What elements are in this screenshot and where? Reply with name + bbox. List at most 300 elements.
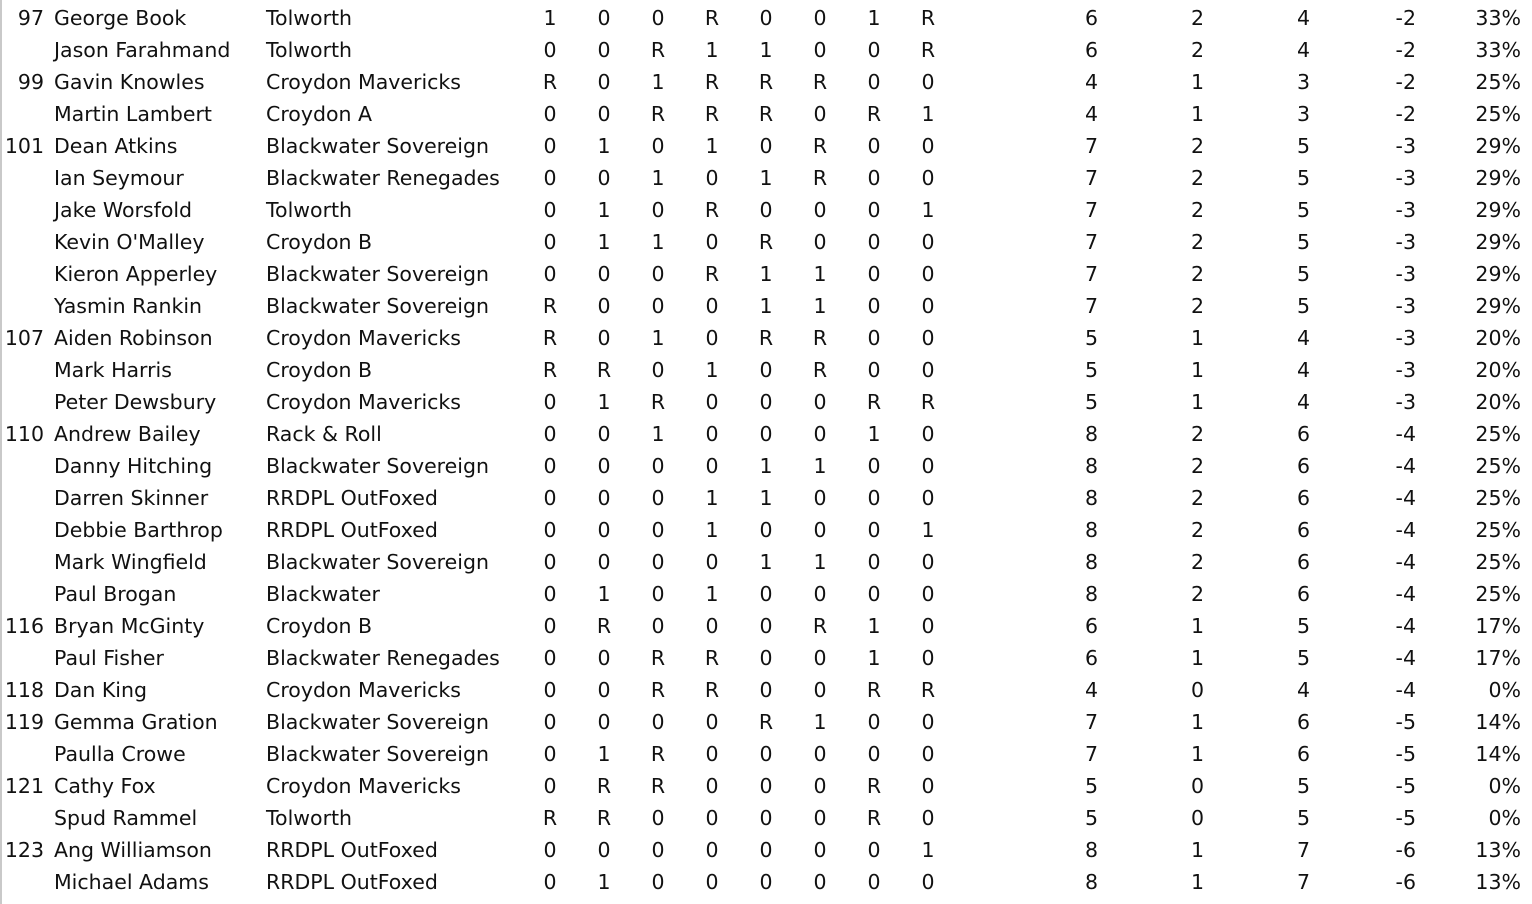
frame-result-cell[interactable]: R xyxy=(920,6,936,30)
difference-cell[interactable]: -6 xyxy=(1395,838,1416,862)
played-cell[interactable]: 7 xyxy=(1084,166,1098,190)
frame-result-cell[interactable]: 0 xyxy=(867,582,881,606)
player-name-cell[interactable]: Gavin Knowles xyxy=(54,70,205,94)
lost-cell[interactable]: 6 xyxy=(1296,550,1310,574)
frame-result-cell[interactable]: R xyxy=(650,38,666,62)
frame-result-cell[interactable]: 1 xyxy=(597,198,611,222)
frame-result-cell[interactable]: 0 xyxy=(867,710,881,734)
frame-result-cell[interactable]: 0 xyxy=(597,454,611,478)
win-percentage-cell[interactable]: 17% xyxy=(1475,614,1521,638)
player-name-cell[interactable]: Yasmin Rankin xyxy=(54,294,203,318)
player-name-cell[interactable]: Paul Fisher xyxy=(54,646,164,670)
frame-result-cell[interactable]: R xyxy=(650,742,666,766)
frame-result-cell[interactable]: 0 xyxy=(597,422,611,446)
frame-result-cell[interactable]: 0 xyxy=(543,102,557,126)
frame-result-cell[interactable]: 1 xyxy=(759,38,773,62)
win-percentage-cell[interactable]: 0% xyxy=(1488,678,1521,702)
frame-result-cell[interactable]: 0 xyxy=(597,70,611,94)
frame-result-cell[interactable]: 0 xyxy=(597,102,611,126)
team-cell[interactable]: Blackwater Sovereign xyxy=(266,134,489,158)
frame-result-cell[interactable]: 0 xyxy=(867,230,881,254)
frame-result-cell[interactable]: R xyxy=(596,774,612,798)
rank-cell[interactable] xyxy=(2,258,44,290)
win-percentage-cell[interactable]: 20% xyxy=(1475,390,1521,414)
frame-result-cell[interactable]: 0 xyxy=(921,422,935,446)
frame-result-cell[interactable]: R xyxy=(812,358,828,382)
played-cell[interactable]: 5 xyxy=(1084,390,1098,414)
frame-result-cell[interactable]: 0 xyxy=(813,6,827,30)
frame-result-cell[interactable]: 0 xyxy=(921,358,935,382)
team-cell[interactable]: Blackwater Sovereign xyxy=(266,550,489,574)
team-cell[interactable]: RRDPL OutFoxed xyxy=(266,838,438,862)
player-name-cell[interactable]: Dan King xyxy=(54,678,148,702)
frame-result-cell[interactable]: 0 xyxy=(759,198,773,222)
played-cell[interactable]: 8 xyxy=(1084,422,1098,446)
player-name-cell[interactable]: Darren Skinner xyxy=(54,486,209,510)
difference-cell[interactable]: -6 xyxy=(1395,870,1416,894)
frame-result-cell[interactable]: 1 xyxy=(597,134,611,158)
frame-result-cell[interactable]: 0 xyxy=(759,806,773,830)
won-cell[interactable]: 2 xyxy=(1190,198,1204,222)
frame-result-cell[interactable]: 0 xyxy=(597,6,611,30)
player-name-cell[interactable]: Martin Lambert xyxy=(54,102,212,126)
frame-result-cell[interactable]: 0 xyxy=(813,870,827,894)
won-cell[interactable]: 1 xyxy=(1190,710,1204,734)
frame-result-cell[interactable]: 1 xyxy=(651,422,665,446)
frame-result-cell[interactable]: 1 xyxy=(705,134,719,158)
difference-cell[interactable]: -4 xyxy=(1395,582,1416,606)
frame-result-cell[interactable]: 0 xyxy=(543,38,557,62)
frame-result-cell[interactable]: 0 xyxy=(651,870,665,894)
frame-result-cell[interactable]: 1 xyxy=(921,102,935,126)
lost-cell[interactable]: 5 xyxy=(1296,262,1310,286)
rank-cell[interactable] xyxy=(2,482,44,514)
team-cell[interactable]: Croydon B xyxy=(266,358,373,382)
team-cell[interactable]: Blackwater Renegades xyxy=(266,166,500,190)
frame-result-cell[interactable]: 0 xyxy=(867,454,881,478)
frame-result-cell[interactable]: 0 xyxy=(705,774,719,798)
rank-cell[interactable] xyxy=(2,450,44,482)
rank-cell[interactable] xyxy=(2,194,44,226)
frame-result-cell[interactable]: 0 xyxy=(921,550,935,574)
win-percentage-cell[interactable]: 29% xyxy=(1475,294,1521,318)
won-cell[interactable]: 1 xyxy=(1190,70,1204,94)
played-cell[interactable]: 6 xyxy=(1084,614,1098,638)
frame-result-cell[interactable]: 0 xyxy=(705,390,719,414)
frame-result-cell[interactable]: 0 xyxy=(651,198,665,222)
team-cell[interactable]: Croydon Mavericks xyxy=(266,390,461,414)
frame-result-cell[interactable]: 0 xyxy=(543,134,557,158)
frame-result-cell[interactable]: 0 xyxy=(705,870,719,894)
frame-result-cell[interactable]: 1 xyxy=(705,518,719,542)
frame-result-cell[interactable]: 1 xyxy=(813,454,827,478)
frame-result-cell[interactable]: 0 xyxy=(651,582,665,606)
frame-result-cell[interactable]: 0 xyxy=(543,262,557,286)
lost-cell[interactable]: 5 xyxy=(1296,134,1310,158)
frame-result-cell[interactable]: 0 xyxy=(651,262,665,286)
frame-result-cell[interactable]: 0 xyxy=(867,262,881,286)
rank-cell[interactable]: 121 xyxy=(4,774,44,798)
won-cell[interactable]: 1 xyxy=(1190,870,1204,894)
difference-cell[interactable]: -5 xyxy=(1395,742,1416,766)
frame-result-cell[interactable]: 0 xyxy=(651,454,665,478)
rank-cell[interactable]: 123 xyxy=(4,838,44,862)
frame-result-cell[interactable]: 0 xyxy=(651,6,665,30)
team-cell[interactable]: Tolworth xyxy=(266,198,353,222)
won-cell[interactable]: 2 xyxy=(1190,294,1204,318)
frame-result-cell[interactable]: 0 xyxy=(867,870,881,894)
played-cell[interactable]: 6 xyxy=(1084,38,1098,62)
player-name-cell[interactable]: Danny Hitching xyxy=(54,454,213,478)
win-percentage-cell[interactable]: 33% xyxy=(1475,6,1521,30)
frame-result-cell[interactable]: 0 xyxy=(543,582,557,606)
played-cell[interactable]: 8 xyxy=(1084,550,1098,574)
won-cell[interactable]: 2 xyxy=(1190,550,1204,574)
frame-result-cell[interactable]: 0 xyxy=(705,614,719,638)
played-cell[interactable]: 8 xyxy=(1084,582,1098,606)
team-cell[interactable]: Tolworth xyxy=(266,38,353,62)
rank-cell[interactable] xyxy=(2,546,44,578)
frame-result-cell[interactable]: 0 xyxy=(759,134,773,158)
lost-cell[interactable]: 5 xyxy=(1296,166,1310,190)
frame-result-cell[interactable]: 0 xyxy=(597,646,611,670)
win-percentage-cell[interactable]: 29% xyxy=(1475,262,1521,286)
difference-cell[interactable]: -4 xyxy=(1395,486,1416,510)
lost-cell[interactable]: 4 xyxy=(1296,358,1310,382)
rank-cell[interactable] xyxy=(2,34,44,66)
frame-result-cell[interactable]: 0 xyxy=(813,422,827,446)
difference-cell[interactable]: -5 xyxy=(1395,710,1416,734)
frame-result-cell[interactable]: R xyxy=(542,326,558,350)
player-name-cell[interactable]: Kevin O'Malley xyxy=(54,230,205,254)
frame-result-cell[interactable]: 0 xyxy=(921,454,935,478)
rank-cell[interactable] xyxy=(2,386,44,418)
frame-result-cell[interactable]: 0 xyxy=(867,294,881,318)
frame-result-cell[interactable]: 1 xyxy=(813,262,827,286)
won-cell[interactable]: 2 xyxy=(1190,486,1204,510)
frame-result-cell[interactable]: 0 xyxy=(921,646,935,670)
frame-result-cell[interactable]: 0 xyxy=(813,838,827,862)
rank-cell[interactable]: 99 xyxy=(17,70,44,94)
frame-result-cell[interactable]: 0 xyxy=(597,518,611,542)
frame-result-cell[interactable]: 0 xyxy=(759,358,773,382)
frame-result-cell[interactable]: 1 xyxy=(597,230,611,254)
played-cell[interactable]: 7 xyxy=(1084,230,1098,254)
frame-result-cell[interactable]: 1 xyxy=(651,326,665,350)
team-cell[interactable]: Croydon Mavericks xyxy=(266,678,461,702)
frame-result-cell[interactable]: 0 xyxy=(543,742,557,766)
frame-result-cell[interactable]: 0 xyxy=(543,838,557,862)
win-percentage-cell[interactable]: 14% xyxy=(1475,710,1521,734)
win-percentage-cell[interactable]: 20% xyxy=(1475,326,1521,350)
frame-result-cell[interactable]: 0 xyxy=(759,422,773,446)
frame-result-cell[interactable]: 0 xyxy=(921,614,935,638)
frame-result-cell[interactable]: 1 xyxy=(597,870,611,894)
difference-cell[interactable]: -4 xyxy=(1395,518,1416,542)
team-cell[interactable]: Croydon A xyxy=(266,102,373,126)
frame-result-cell[interactable]: 0 xyxy=(813,230,827,254)
played-cell[interactable]: 7 xyxy=(1084,710,1098,734)
frame-result-cell[interactable]: 0 xyxy=(759,774,773,798)
frame-result-cell[interactable]: 0 xyxy=(651,550,665,574)
won-cell[interactable]: 0 xyxy=(1190,678,1204,702)
rank-cell[interactable] xyxy=(2,578,44,610)
win-percentage-cell[interactable]: 29% xyxy=(1475,134,1521,158)
team-cell[interactable]: Blackwater xyxy=(266,582,380,606)
frame-result-cell[interactable]: R xyxy=(704,102,720,126)
difference-cell[interactable]: -3 xyxy=(1395,326,1416,350)
team-cell[interactable]: Blackwater Sovereign xyxy=(266,710,489,734)
player-name-cell[interactable]: Peter Dewsbury xyxy=(54,390,217,414)
frame-result-cell[interactable]: 0 xyxy=(813,518,827,542)
won-cell[interactable]: 1 xyxy=(1190,390,1204,414)
frame-result-cell[interactable]: R xyxy=(812,70,828,94)
difference-cell[interactable]: -4 xyxy=(1395,454,1416,478)
win-percentage-cell[interactable]: 29% xyxy=(1475,166,1521,190)
player-name-cell[interactable]: George Book xyxy=(54,6,187,30)
frame-result-cell[interactable]: 0 xyxy=(921,742,935,766)
played-cell[interactable]: 7 xyxy=(1084,262,1098,286)
won-cell[interactable]: 2 xyxy=(1190,262,1204,286)
win-percentage-cell[interactable]: 33% xyxy=(1475,38,1521,62)
frame-result-cell[interactable]: R xyxy=(704,198,720,222)
lost-cell[interactable]: 6 xyxy=(1296,710,1310,734)
played-cell[interactable]: 7 xyxy=(1084,198,1098,222)
played-cell[interactable]: 5 xyxy=(1084,358,1098,382)
player-name-cell[interactable]: Ang Williamson xyxy=(54,838,212,862)
played-cell[interactable]: 8 xyxy=(1084,838,1098,862)
won-cell[interactable]: 1 xyxy=(1190,742,1204,766)
frame-result-cell[interactable]: 0 xyxy=(759,646,773,670)
win-percentage-cell[interactable]: 25% xyxy=(1475,70,1521,94)
rank-cell[interactable] xyxy=(2,162,44,194)
win-percentage-cell[interactable]: 29% xyxy=(1475,230,1521,254)
frame-result-cell[interactable]: R xyxy=(704,70,720,94)
frame-result-cell[interactable]: 0 xyxy=(651,486,665,510)
player-name-cell[interactable]: Michael Adams xyxy=(54,870,209,894)
frame-result-cell[interactable]: 0 xyxy=(705,422,719,446)
rank-cell[interactable]: 97 xyxy=(17,6,44,30)
frame-result-cell[interactable]: R xyxy=(758,710,774,734)
frame-result-cell[interactable]: 0 xyxy=(597,294,611,318)
frame-result-cell[interactable]: 1 xyxy=(597,582,611,606)
frame-result-cell[interactable]: 0 xyxy=(597,710,611,734)
played-cell[interactable]: 8 xyxy=(1084,454,1098,478)
difference-cell[interactable]: -3 xyxy=(1395,230,1416,254)
frame-result-cell[interactable]: 1 xyxy=(759,454,773,478)
frame-result-cell[interactable]: 0 xyxy=(813,806,827,830)
frame-result-cell[interactable]: R xyxy=(650,646,666,670)
won-cell[interactable]: 2 xyxy=(1190,422,1204,446)
frame-result-cell[interactable]: 0 xyxy=(921,774,935,798)
frame-result-cell[interactable]: 0 xyxy=(813,742,827,766)
won-cell[interactable]: 0 xyxy=(1190,774,1204,798)
frame-result-cell[interactable]: R xyxy=(920,38,936,62)
frame-result-cell[interactable]: 0 xyxy=(543,422,557,446)
played-cell[interactable]: 4 xyxy=(1084,70,1098,94)
lost-cell[interactable]: 3 xyxy=(1296,70,1310,94)
frame-result-cell[interactable]: 0 xyxy=(705,742,719,766)
rank-cell[interactable] xyxy=(2,866,44,898)
frame-result-cell[interactable]: R xyxy=(596,614,612,638)
lost-cell[interactable]: 5 xyxy=(1296,774,1310,798)
win-percentage-cell[interactable]: 20% xyxy=(1475,358,1521,382)
frame-result-cell[interactable]: 0 xyxy=(867,70,881,94)
team-cell[interactable]: Blackwater Sovereign xyxy=(266,454,489,478)
rank-cell[interactable]: 110 xyxy=(4,422,44,446)
difference-cell[interactable]: -2 xyxy=(1395,6,1416,30)
team-cell[interactable]: Croydon Mavericks xyxy=(266,326,461,350)
frame-result-cell[interactable]: 0 xyxy=(543,774,557,798)
frame-result-cell[interactable]: 0 xyxy=(651,806,665,830)
frame-result-cell[interactable]: 0 xyxy=(597,326,611,350)
frame-result-cell[interactable]: 1 xyxy=(921,518,935,542)
frame-result-cell[interactable]: 0 xyxy=(867,198,881,222)
frame-result-cell[interactable]: 0 xyxy=(651,134,665,158)
frame-result-cell[interactable]: 0 xyxy=(543,198,557,222)
team-cell[interactable]: Croydon Mavericks xyxy=(266,774,461,798)
lost-cell[interactable]: 7 xyxy=(1296,838,1310,862)
frame-result-cell[interactable]: 0 xyxy=(651,294,665,318)
frame-result-cell[interactable]: 0 xyxy=(543,454,557,478)
won-cell[interactable]: 1 xyxy=(1190,614,1204,638)
rank-cell[interactable]: 101 xyxy=(4,134,44,158)
frame-result-cell[interactable]: 0 xyxy=(543,166,557,190)
frame-result-cell[interactable]: 1 xyxy=(759,294,773,318)
frame-result-cell[interactable]: 1 xyxy=(705,486,719,510)
frame-result-cell[interactable]: 0 xyxy=(651,614,665,638)
frame-result-cell[interactable]: R xyxy=(542,358,558,382)
team-cell[interactable]: Blackwater Sovereign xyxy=(266,294,489,318)
frame-result-cell[interactable]: R xyxy=(650,678,666,702)
played-cell[interactable]: 8 xyxy=(1084,518,1098,542)
win-percentage-cell[interactable]: 25% xyxy=(1475,454,1521,478)
frame-result-cell[interactable]: 0 xyxy=(921,486,935,510)
frame-result-cell[interactable]: R xyxy=(920,390,936,414)
frame-result-cell[interactable]: 0 xyxy=(543,870,557,894)
frame-result-cell[interactable]: 0 xyxy=(813,198,827,222)
frame-result-cell[interactable]: 0 xyxy=(705,454,719,478)
frame-result-cell[interactable]: 0 xyxy=(867,134,881,158)
frame-result-cell[interactable]: 1 xyxy=(867,614,881,638)
frame-result-cell[interactable]: 0 xyxy=(867,358,881,382)
player-name-cell[interactable]: Paulla Crowe xyxy=(54,742,186,766)
frame-result-cell[interactable]: 0 xyxy=(705,326,719,350)
player-name-cell[interactable]: Jason Farahmand xyxy=(54,38,231,62)
lost-cell[interactable]: 5 xyxy=(1296,294,1310,318)
played-cell[interactable]: 7 xyxy=(1084,134,1098,158)
won-cell[interactable]: 2 xyxy=(1190,134,1204,158)
frame-result-cell[interactable]: 1 xyxy=(705,582,719,606)
frame-result-cell[interactable]: R xyxy=(542,806,558,830)
frame-result-cell[interactable]: 0 xyxy=(921,294,935,318)
difference-cell[interactable]: -3 xyxy=(1395,198,1416,222)
won-cell[interactable]: 2 xyxy=(1190,454,1204,478)
frame-result-cell[interactable]: 0 xyxy=(813,582,827,606)
difference-cell[interactable]: -3 xyxy=(1395,390,1416,414)
frame-result-cell[interactable]: 1 xyxy=(651,230,665,254)
difference-cell[interactable]: -3 xyxy=(1395,294,1416,318)
frame-result-cell[interactable]: 0 xyxy=(921,230,935,254)
played-cell[interactable]: 7 xyxy=(1084,742,1098,766)
won-cell[interactable]: 1 xyxy=(1190,326,1204,350)
player-name-cell[interactable]: Gemma Gration xyxy=(54,710,218,734)
frame-result-cell[interactable]: 0 xyxy=(597,486,611,510)
won-cell[interactable]: 2 xyxy=(1190,582,1204,606)
frame-result-cell[interactable]: 1 xyxy=(813,294,827,318)
win-percentage-cell[interactable]: 0% xyxy=(1488,806,1521,830)
lost-cell[interactable]: 4 xyxy=(1296,38,1310,62)
frame-result-cell[interactable]: 0 xyxy=(651,838,665,862)
frame-result-cell[interactable]: 1 xyxy=(921,198,935,222)
win-percentage-cell[interactable]: 14% xyxy=(1475,742,1521,766)
frame-result-cell[interactable]: 0 xyxy=(705,294,719,318)
rank-cell[interactable] xyxy=(2,642,44,674)
frame-result-cell[interactable]: R xyxy=(812,166,828,190)
frame-result-cell[interactable]: R xyxy=(542,294,558,318)
frame-result-cell[interactable]: 1 xyxy=(759,166,773,190)
win-percentage-cell[interactable]: 13% xyxy=(1475,838,1521,862)
frame-result-cell[interactable]: R xyxy=(704,678,720,702)
played-cell[interactable]: 7 xyxy=(1084,294,1098,318)
frame-result-cell[interactable]: 1 xyxy=(759,550,773,574)
frame-result-cell[interactable]: 1 xyxy=(651,70,665,94)
difference-cell[interactable]: -3 xyxy=(1395,262,1416,286)
frame-result-cell[interactable]: 0 xyxy=(813,646,827,670)
player-name-cell[interactable]: Ian Seymour xyxy=(54,166,184,190)
frame-result-cell[interactable]: R xyxy=(704,262,720,286)
win-percentage-cell[interactable]: 25% xyxy=(1475,518,1521,542)
frame-result-cell[interactable]: R xyxy=(866,806,882,830)
lost-cell[interactable]: 3 xyxy=(1296,102,1310,126)
frame-result-cell[interactable]: 0 xyxy=(597,550,611,574)
frame-result-cell[interactable]: R xyxy=(758,102,774,126)
frame-result-cell[interactable]: 0 xyxy=(867,518,881,542)
frame-result-cell[interactable]: 0 xyxy=(759,6,773,30)
frame-result-cell[interactable]: 0 xyxy=(759,870,773,894)
frame-result-cell[interactable]: R xyxy=(650,774,666,798)
played-cell[interactable]: 6 xyxy=(1084,646,1098,670)
frame-result-cell[interactable]: 0 xyxy=(759,838,773,862)
frame-result-cell[interactable]: 0 xyxy=(921,870,935,894)
player-name-cell[interactable]: Mark Harris xyxy=(54,358,172,382)
rank-cell[interactable]: 119 xyxy=(4,710,44,734)
frame-result-cell[interactable]: 0 xyxy=(543,710,557,734)
frame-result-cell[interactable]: 0 xyxy=(543,230,557,254)
lost-cell[interactable]: 6 xyxy=(1296,582,1310,606)
team-cell[interactable]: Croydon B xyxy=(266,614,373,638)
frame-result-cell[interactable]: 1 xyxy=(597,390,611,414)
win-percentage-cell[interactable]: 25% xyxy=(1475,582,1521,606)
frame-result-cell[interactable]: 0 xyxy=(921,262,935,286)
player-name-cell[interactable]: Bryan McGinty xyxy=(54,614,205,638)
win-percentage-cell[interactable]: 0% xyxy=(1488,774,1521,798)
frame-result-cell[interactable]: 0 xyxy=(867,166,881,190)
frame-result-cell[interactable]: 0 xyxy=(705,230,719,254)
team-cell[interactable]: RRDPL OutFoxed xyxy=(266,870,438,894)
frame-result-cell[interactable]: 0 xyxy=(759,582,773,606)
frame-result-cell[interactable]: 1 xyxy=(705,358,719,382)
frame-result-cell[interactable]: 1 xyxy=(867,646,881,670)
frame-result-cell[interactable]: R xyxy=(650,390,666,414)
frame-result-cell[interactable]: 0 xyxy=(813,102,827,126)
frame-result-cell[interactable]: 0 xyxy=(597,838,611,862)
frame-result-cell[interactable]: 0 xyxy=(651,518,665,542)
lost-cell[interactable]: 5 xyxy=(1296,230,1310,254)
frame-result-cell[interactable]: R xyxy=(866,678,882,702)
frame-result-cell[interactable]: 0 xyxy=(921,134,935,158)
rank-cell[interactable] xyxy=(2,354,44,386)
